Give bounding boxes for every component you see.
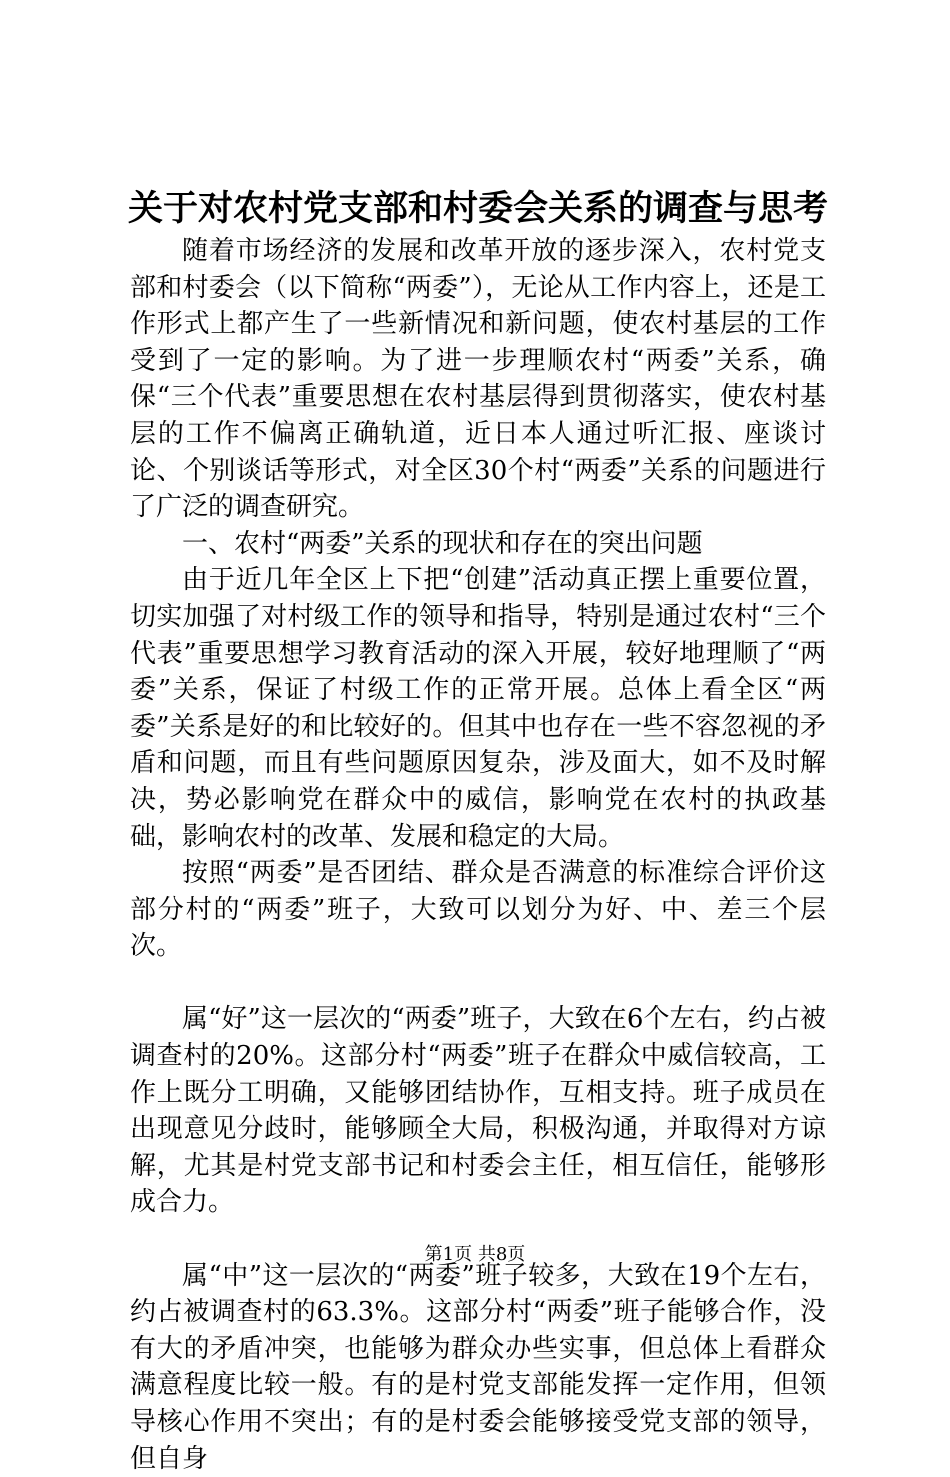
document-title: 关于对农村党支部和村委会关系的调查与思考: [128, 188, 829, 229]
paragraph-intro: 随着市场经济的发展和改革开放的逐步深入，农村党支部和村委会（以下简称“两委”），无论从工作内容上，还是工作形式上都产生了一些新情况和新问题，使农村基层的工作受到了一定的影响。为了进一步理顺农村“两委”关系，确保“三个代表”重要思想在农村基层得到贯彻落实，使农村基层的工作不偏离正确轨道，近日本人通过听汇报、座谈讨论、个别谈话等形式，对全区30个村“两委”关系的问题进行了广泛的调查研究。: [130, 236, 826, 523]
page-number-footer: 第1页 共8页: [424, 1244, 526, 1265]
paragraph-good-level: 属“好”这一层次的“两委”班子，大致在6个左右，约占被调查村的20%。这部分村“两委”班子在群众中威信较高，工作上既分工明确，又能够团结协作，互相支持。班子成员在出现意见分歧时，能够顾全大局，积极沟通，并取得对方谅解，尤其是村党支部书记和村委会主任，相互信任，能够形成合力。: [130, 1004, 826, 1218]
section-heading-1: 一、农村“两委”关系的现状和存在的突出问题: [182, 528, 703, 559]
paragraph-classification: 按照“两委”是否团结、群众是否满意的标准综合评价这部分村的“两委”班子，大致可以划分为好、中、差三个层次。: [130, 858, 826, 962]
paragraph-situation: 由于近几年全区上下把“创建”活动真正摆上重要位置，切实加强了对村级工作的领导和指导，特别是通过农村“三个代表”重要思想学习教育活动的深入开展，较好地理顺了“两委”关系，保证了村级工作的正常开展。总体上看全区“两委”关系是好的和比较好的。但其中也存在一些不容忽视的矛盾和问题，而且有些问题原因复杂，涉及面大，如不及时解决，势必影响党在群众中的威信，影响党在农村的执政基础，影响农村的改革、发展和稳定的大局。: [130, 565, 826, 852]
paragraph-gap: [130, 965, 826, 1002]
paragraph-middle-level: 属“中”这一层次的“两委”班子较多，大致在19个左右，约占被调查村的63.3%。这部分村“两委”班子能够合作，没有大的矛盾冲突，也能够为群众办些实事，但总体上看群众满意程度比较一般。有的是村党支部能发挥一定作用，但领导核心作用不突出；有的是村委会能够接受党支部的领导，但自身: [130, 1260, 826, 1474]
document-body: [130, 233, 826, 1477]
